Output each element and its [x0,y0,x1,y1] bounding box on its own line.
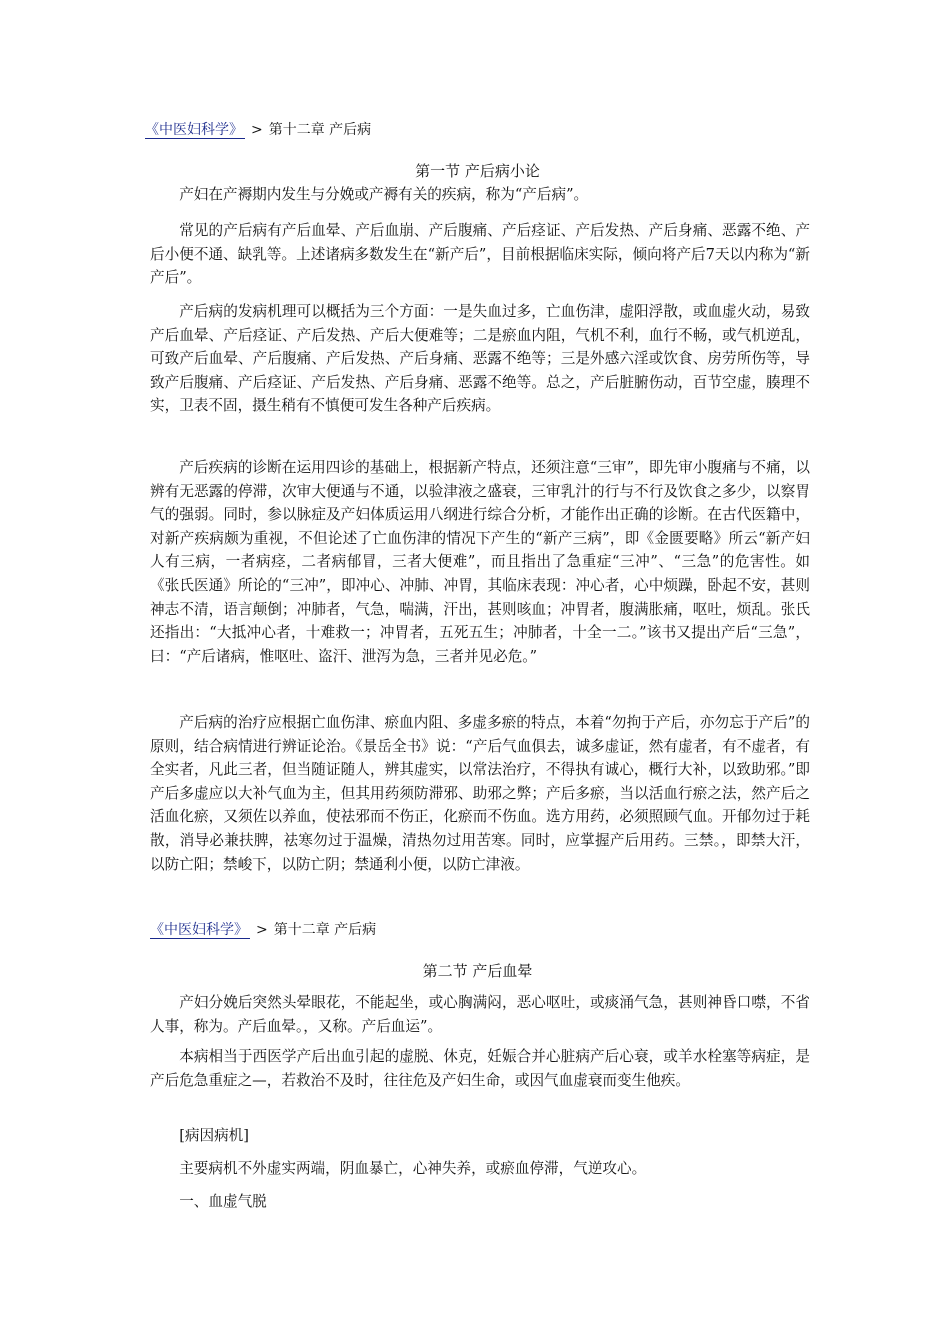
section-title: 第二节 产后血晕 [422,962,533,980]
paragraph: 产妇分娩后突然头晕眼花，不能起坐，或心胸满闷，恶心呕吐，或痰涌气急，甚则神昏口噤，不省人事，称为。产后血晕。，又称。产后血运”。 [150,994,810,1035]
paragraph: [病因病机] [179,1127,249,1144]
breadcrumb-chapter: 第十二章 产后病 [273,922,377,938]
paragraph: 主要病机不外虚实两端，阴血暴亡，心神失养，或瘀血停滞，气逆攻心。 [179,1160,647,1177]
paragraph: 本病相当于西医学产后出血引起的虚脱、休克，妊娠合并心脏病产后心衰，或羊水栓塞等病症，是产后危急重症之—，若救治不及时，往往危及产妇生命，或因气血虚衰而变生他疾。 [150,1048,810,1089]
paragraph: 产后疾病的诊断在运用四诊的基础上，根据新产特点，还须注意“三审”，即先审小腹痛与不痛，以辨有无恶露的停滞，次审大便通与不通，以验津液之盛衰，三审乳汁的行与不行及饮食之多少，以察胃气的强弱。同时，参以脉症及产妇体质运用八纲进行综合分析，才能作出正确的诊断。在古代医籍中，对新产疾病颇为重视，不但论述了亡血伤津的情况下产生的“新产三病”，即《金匮要略》所云“新产妇人有三病，一者病痉，二者病郁冒，三者大便难”，而且指出了急重症“三冲”、“三急”的危害性。如《张氏医通》所论的“三冲”，即冲心、冲肺、冲胃，其临床表现：冲心者，心中烦躁，卧起不安，甚则神志不清，语言颠倒；冲肺者，气急，喘满，汗出，甚则咳血；冲胃者，腹满胀痛，呕吐，烦乱。张氏还指出：“大抵冲心者，十难救一；冲胃者，五死五生；冲肺者，十全一二。”该书又提出产后“三急”，曰：“产后诸病，惟呕吐、盗汗、泄泻为急，三者并见必危。” [150,459,811,665]
breadcrumb [145,121,371,139]
paragraph: 常见的产后病有产后血晕、产后血崩、产后腹痛、产后痉证、产后发热、产后身痛、恶露不绝、产后小便不通、缺乳等。上述诸病多数发生在“新产后”，目前根据临床实际，倾向将产后7天以内称为“新产后”。 [150,222,810,287]
paragraph: 一、血虚气脱 [179,1193,267,1210]
paragraph: 产后病的发病机理可以概括为三个方面：一是失血过多，亡血伤津，虚阳浮散，或血虚火动，易致产后血晕、产后痉证、产后发热、产后大便难等；二是瘀血内阻，气机不利，血行不畅，或气机逆乱，可致产后血晕、产后腹痛、产后发热、产后身痛、恶露不绝等；三是外感六淫或饮食、房劳所伤等，导致产后腹痛、产后痉证、产后发热、产后身痛、恶露不绝等。总之，产后脏腑伤动，百节空虚，腠理不实，卫表不固，摄生稍有不慎便可发生各种产后疾病。 [150,303,810,415]
breadcrumb [150,921,376,939]
paragraph: 产妇在产褥期内发生与分娩或产褥有关的疾病，称为“产后病”。 [179,186,589,203]
breadcrumb-separator: > [256,922,268,938]
paragraph: 产后病的治疗应根据亡血伤津、瘀血内阻、多虚多瘀的特点，本着“勿拘于产后，亦勿忘于产后”的原则，结合病情进行辨证论治。《景岳全书》说：“产后气血俱去，诚多虚证，然有虚者，有不虚者，有全实者，凡此三者，但当随证随人，辨其虚实，以常法治疗，不得执有诚心，概行大补，以致助邪。”即产后多虚应以大补气血为主，但其用药须防滞邪、助邪之弊；产后多瘀，当以活血行瘀之法，然产后之活血化瘀，又须佐以养血，使祛邪而不伤正，化瘀而不伤血。选方用药，必须照顾气血。开郁勿过于耗散，消导必兼扶脾，祛寒勿过于温燥，清热勿过用苦寒。同时，应掌握产后用药。三禁。，即禁大汗，以防亡阳；禁峻下，以防亡阴；禁通利小便，以防亡津液。 [150,714,810,873]
section-title: 第一节 产后病小论 [415,162,540,180]
breadcrumb-separator: > [251,122,263,138]
breadcrumb-book-link[interactable]: 《中医妇科学》 [145,122,243,138]
breadcrumb-chapter: 第十二章 产后病 [268,122,372,138]
breadcrumb-book-link[interactable]: 《中医妇科学》 [150,922,248,938]
